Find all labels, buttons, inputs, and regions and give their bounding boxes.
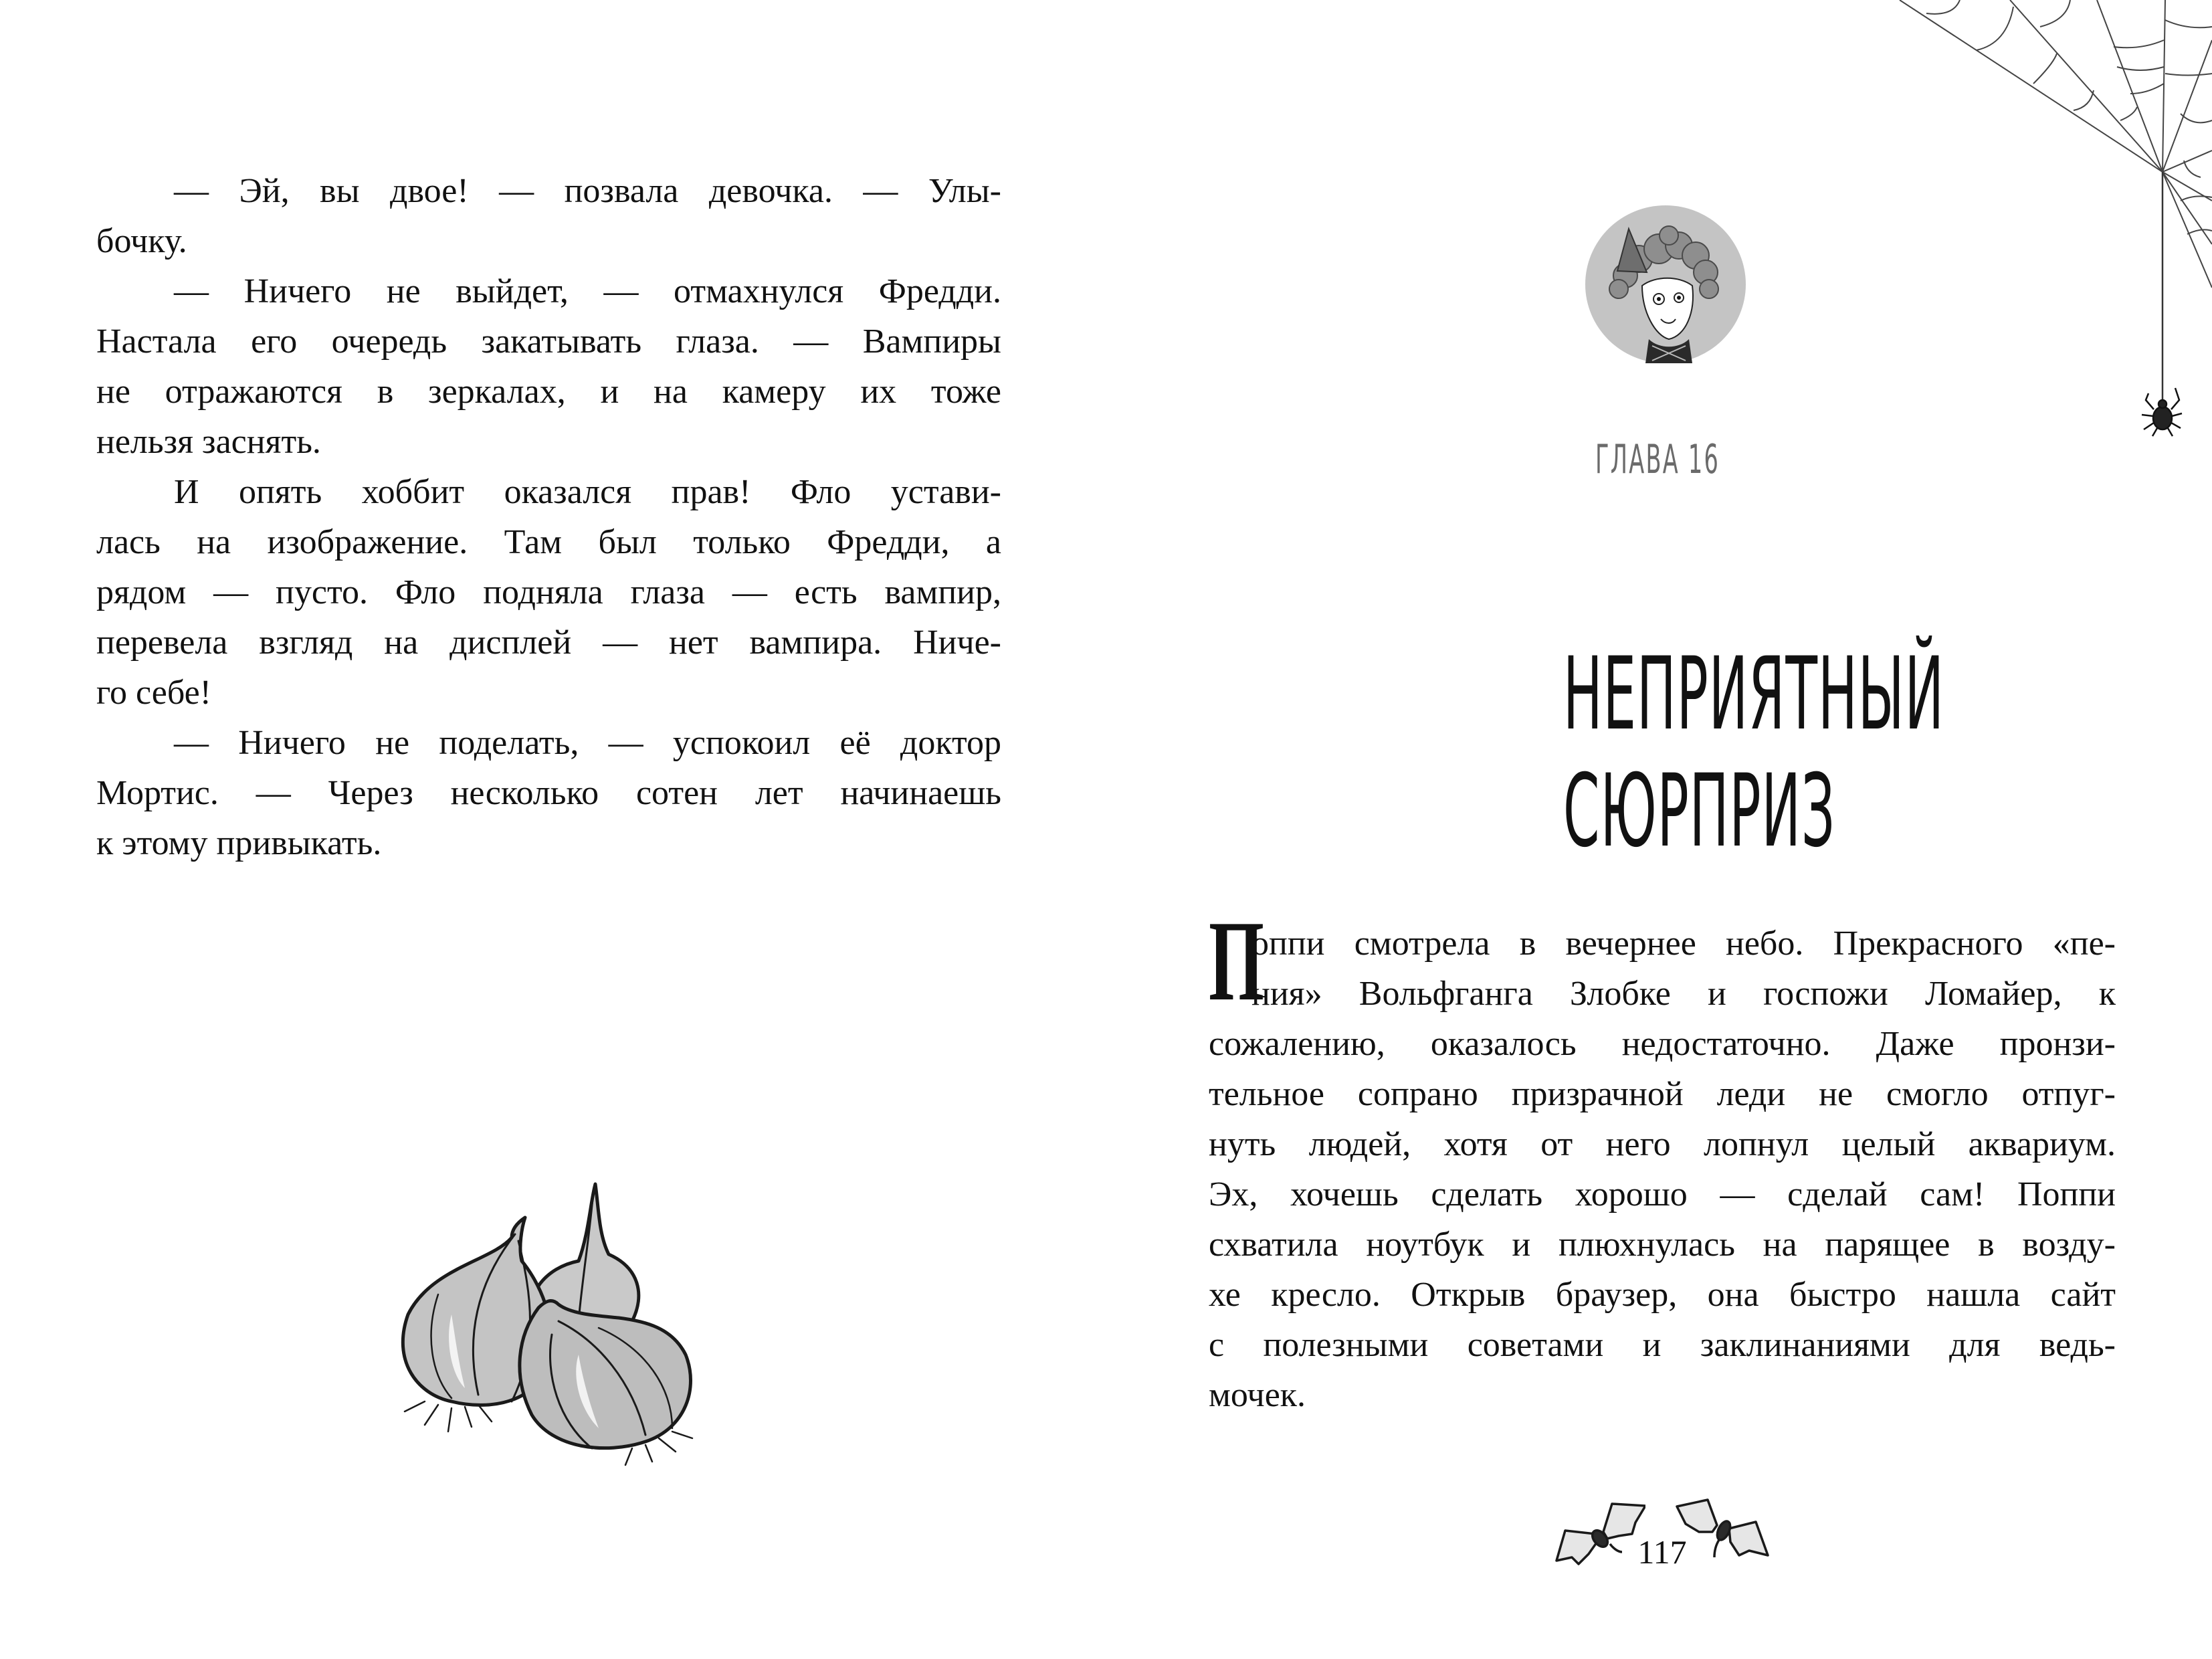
text-line: перевела взгляд на дисплей — нет вампира. Ниче- bbox=[96, 623, 1001, 662]
chapter-title-line-2: СЮРПРИЗ bbox=[1563, 753, 1836, 870]
text-line: хе кресло. Открыв браузер, она быстро нашла сайт bbox=[1209, 1276, 2116, 1314]
text-line: — Эй, вы двое! — позвала девочка. — Улы- bbox=[174, 172, 1001, 210]
text-line: Эх, хочешь сделать хорошо — сделай сам! Поппи bbox=[1209, 1175, 2116, 1213]
text-line: схватила ноутбук и плюхнулась на парящее в возду- bbox=[1209, 1226, 2116, 1264]
text-line: с полезными советами и заклинаниями для ведь- bbox=[1209, 1326, 2116, 1364]
text-line: нуть людей, хотя от него лопнул целый аквариум. bbox=[1209, 1125, 2116, 1163]
chapter-title bbox=[1467, 636, 1945, 870]
text-line: Мортис. — Через несколько сотен лет начинаешь bbox=[96, 774, 1001, 812]
text-line: нельзя заснять. bbox=[96, 423, 321, 461]
text-line: к этому привыкать. bbox=[96, 824, 382, 862]
page-number: 117 bbox=[1637, 1533, 1687, 1571]
text-line: сожалению, оказалось недостаточно. Даже пронзи- bbox=[1209, 1025, 2116, 1063]
text-line: ния» Вольфганга Злобке и госпожи Ломайер, к bbox=[1251, 975, 2116, 1013]
bat-icon bbox=[1676, 1498, 1769, 1559]
chapter-title-line-1: НЕПРИЯТНЫЙ bbox=[1563, 636, 1945, 753]
text-line: го себе! bbox=[96, 674, 211, 712]
page-footer bbox=[1540, 1492, 1781, 1579]
text-line: лась на изображение. Там был только Фредди, а bbox=[96, 523, 1001, 561]
left-page-text bbox=[96, 166, 1001, 868]
text-line: И опять хоббит оказался прав! Фло устави- bbox=[174, 473, 1001, 511]
text-line: мочек. bbox=[1209, 1376, 1306, 1414]
text-line: — Ничего не выйдет, — отмахнулся Фредди. bbox=[174, 272, 1001, 310]
character-portrait-emblem bbox=[1585, 205, 1746, 363]
text-line: рядом — пусто. Фло подняла глаза — есть вампир, bbox=[96, 573, 1001, 611]
text-line: тельное сопрано призрачной леди не смогло отпуг- bbox=[1209, 1075, 2116, 1113]
chapter-number-label: ГЛАВА 16 bbox=[1595, 436, 1720, 483]
text-line: бочку. bbox=[96, 222, 187, 260]
text-line: не отражаются в зеркалах, и на камеру их тоже bbox=[96, 373, 1001, 411]
right-page-text bbox=[1209, 898, 2116, 1420]
text-line: Настала его очередь закатывать глаза. — Вампиры bbox=[96, 322, 1001, 361]
garlic-illustration bbox=[378, 1161, 742, 1468]
text-line: — Ничего не поделать, — успокоил её доктор bbox=[174, 724, 1001, 762]
text-line: оппи смотрела в вечернее небо. Прекрасного «пе- bbox=[1251, 924, 2116, 963]
spider-web-decoration bbox=[1873, 0, 2212, 455]
drop-cap: П bbox=[1209, 898, 1264, 1025]
